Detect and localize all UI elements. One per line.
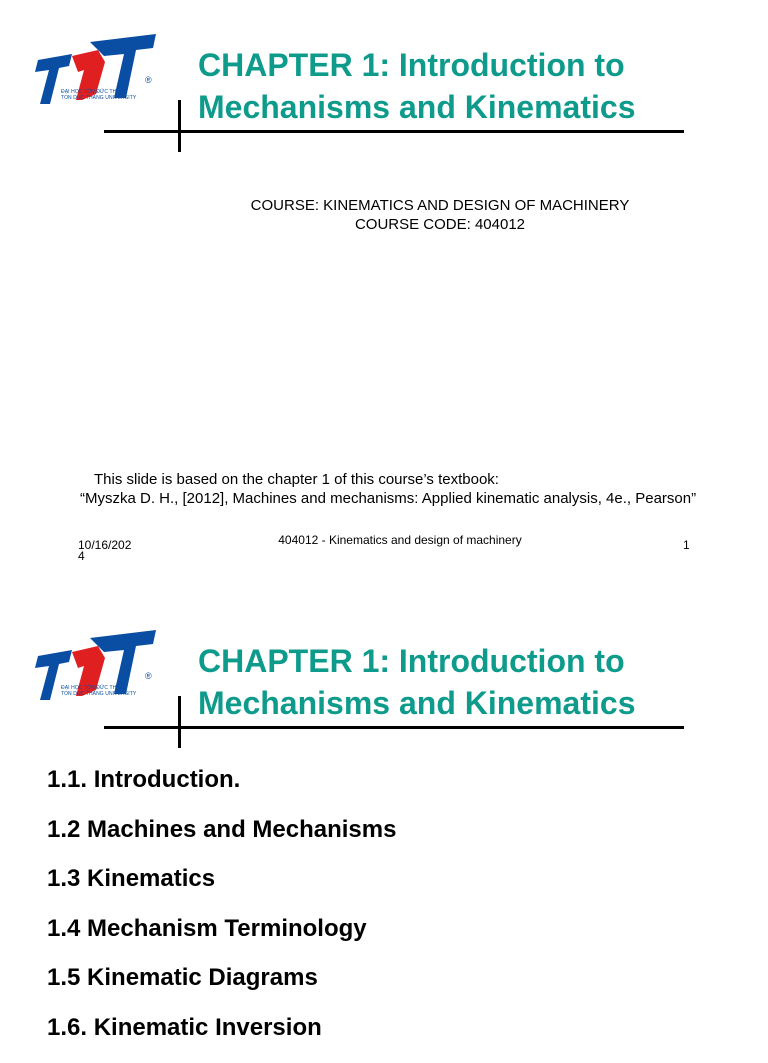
toc-item: 1.2 Machines and Mechanisms xyxy=(47,815,397,843)
title-rule-vertical xyxy=(178,696,181,748)
footer-course: 404012 - Kinematics and design of machinery xyxy=(278,533,522,547)
title-rule-horizontal xyxy=(104,130,684,133)
toc-item: 1.3 Kinematics xyxy=(47,865,216,892)
course-info xyxy=(120,196,760,234)
toc-item: 1.1. Introduction. xyxy=(47,766,241,793)
slide-2 xyxy=(0,596,768,1041)
toc-item: 1.5 Kinematic Diagrams xyxy=(47,964,318,991)
university-logo xyxy=(32,628,160,708)
toc-item: 1.4 Mechanism Terminology xyxy=(47,914,367,942)
registered-mark: ® xyxy=(145,75,152,85)
course-code: COURSE CODE: 404012 xyxy=(354,216,526,233)
table-of-contents xyxy=(47,766,396,1063)
logo-mark xyxy=(32,32,160,92)
logo-caption: ĐẠI HỌC TÔN ĐỨC THẮNG TON DUC THANG UNIVERSITY xyxy=(61,685,137,697)
title-rule-horizontal xyxy=(104,726,684,729)
page-number: 1 xyxy=(683,538,690,552)
university-logo xyxy=(32,32,160,112)
textbook-note: This slide is based on the chapter 1 of this course’s textbook: “Myszka D. H., [2012], Machines and mechanisms: Applied kinematic analysis, 4e., Pearson” xyxy=(80,471,697,507)
registered-mark: ® xyxy=(145,671,152,681)
footer-date: 10/16/202 4 xyxy=(78,538,132,563)
slide-title: CHAPTER 1: Introduction to Mechanisms and Kinematics xyxy=(198,47,636,125)
slide-title: CHAPTER 1: Introduction to Mechanisms and Kinematics xyxy=(198,643,636,721)
logo-mark xyxy=(32,628,160,688)
title-rule-vertical xyxy=(178,100,181,152)
course-name: COURSE: KINEMATICS AND DESIGN OF MACHINERY xyxy=(250,197,630,214)
toc-item: 1.6. Kinematic Inversion xyxy=(47,1013,322,1041)
logo-caption: ĐẠI HỌC TÔN ĐỨC THẮNG TON DUC THANG UNIVERSITY xyxy=(61,89,137,101)
